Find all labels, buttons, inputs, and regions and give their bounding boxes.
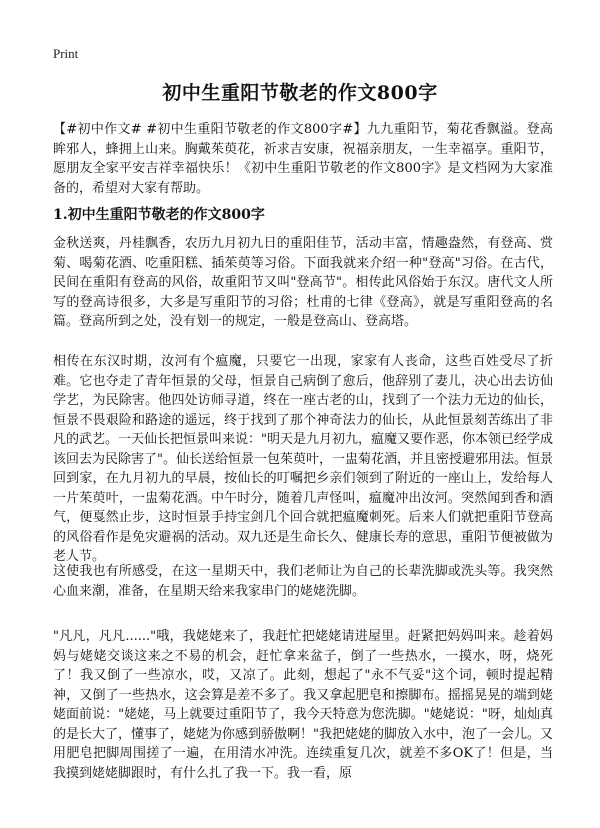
document-title: 初中生重阳节敬老的作文800字 [162,82,438,104]
body-paragraph: 金秋送爽，丹桂飘香，农历九月初九日的重阳佳节，活动丰富，情趣盎然，有登高、赏菊、喝菊花酒、吃重阳糕、插茱萸等习俗。下面我就来介绍一种"登高"习俗。在古代，民间在重阳有登高的风俗，故重阳节又叫"登高节"。相传此风俗始于东汉。唐代文人所写的登高诗很多，大多是写重阳节的习俗；杜甫的七律《登高》，就是写重阳登高的名篇。登高所到之处，没有划一的规定，一般是登高山、登高塔。 [53,236,553,329]
print-label: Print [53,46,79,61]
body-paragraph: "凡凡，凡凡......"哦，我姥姥来了，我赶忙把姥姥请进屋里。赶紧把妈妈叫来。趁着妈妈与姥姥交谈这来之不易的机会，赶忙拿来盆子，倒了一些热水，一摸水，呀，烧死了！我又倒了一些凉水，哎，又凉了。此刻，想起了"永不气妥"这个词，顿时提起精神，又倒了一些热水，这会算是差不多了。我又拿起肥皂和擦脚布。摇摇晃晃的端到姥姥面前说："姥姥，马上就要过重阳节了，我今天特意为您洗脚。"姥姥说："呀，灿灿真的是长大了，懂事了，姥姥为你感到骄傲啊！"我把姥姥的脚放入水中，泡了一会儿。又用肥皂把脚周围搓了一遍，在用清水冲洗。连续重复几次，就差不多OK了！但是，当我摸到姥姥脚跟时，有什么扎了我一下。我一看，原 [53,629,553,781]
body-paragraph: 这使我也有所感受，在这一星期天中，我们老师让为自己的长辈洗脚或洗头等。我突然心血来潮，准备，在星期天给来我家串门的姥姥洗脚。 [53,564,553,599]
section-heading: 1.初中生重阳节敬老的作文800字 [53,207,265,223]
body-paragraph: 相传在东汉时期，汝河有个瘟魔，只要它一出现，家家有人丧命，这些百姓受尽了折难。它也夺走了青年恒景的父母，恒景自己病倒了愈后，他辞别了妻儿，决心出去访仙学艺，为民除害。他四处访师寻道，终在一座古老的山，找到了一个法力无边的仙长，恒景不畏艰险和路途的遥远，终于找到了那个神奇法力的仙长，从此恒景刻苦练出了非凡的武艺。一天仙长把恒景叫来说："明天是九月初九，瘟魔又要作恶，你本领已经学成该回去为民除害了"。仙长送给恒景一包茱萸叶，一盅菊花酒，并且密授避邪用法。恒景回到家，在九月初九的早晨，按仙长的叮嘱把乡亲们领到了附近的一座山上，发给每人一片茱萸叶，一盅菊花酒。中午时分，随着几声怪叫，瘟魔冲出汝河。突然闻到香和酒气，便戛然止步，这时恒景手持宝剑几个回合就把瘟魔刺死。后来人们就把重阳节登高的风俗看作是免灾避祸的活动。双九还是生命长久、健康长寿的意思，重阳节便被做为老人节。 [53,354,553,564]
intro-paragraph: 【#初中作文# #初中生重阳节敬老的作文800字#】九九重阳节，菊花香飘溢。登高眸邪人，蜂拥上山来。胸戴茱萸花，祈求吉安康，祝福亲朋友，一生幸福享。重阳节，愿朋友全家平安吉祥幸福快乐！《初中生重阳节敬老的作文800字》是文档网为大家准备的，希望对大家有帮助。 [53,122,553,196]
